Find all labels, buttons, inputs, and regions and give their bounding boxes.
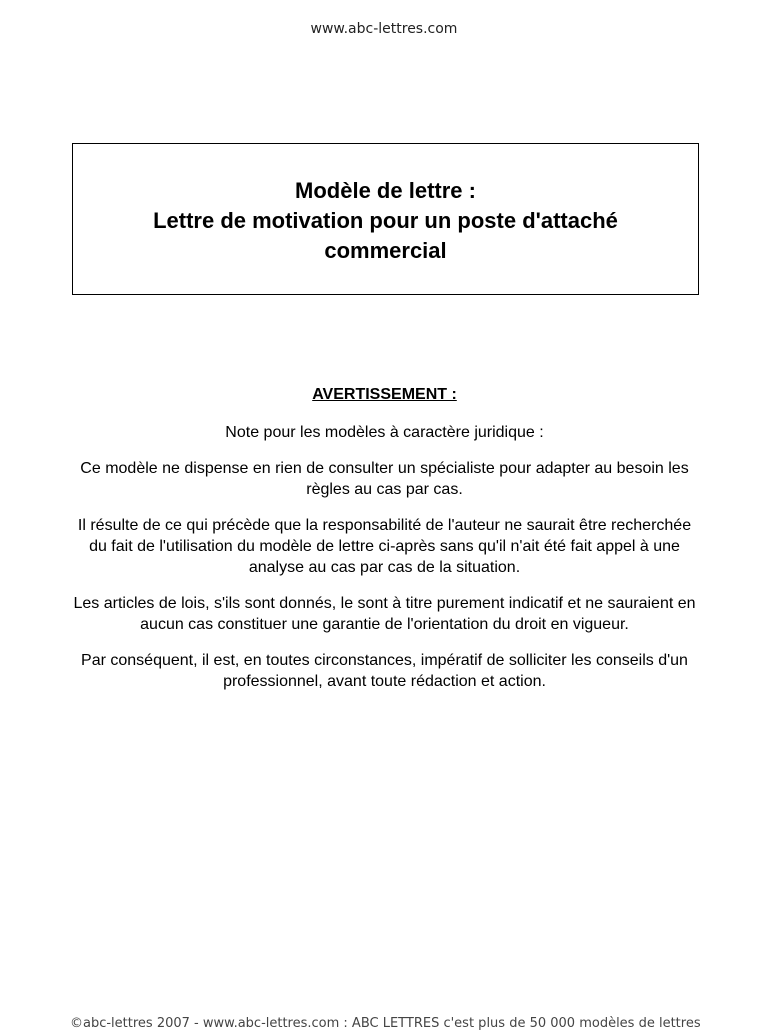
document-title-box [72,143,699,295]
warning-paragraph-responsibility: Il résulte de ce qui précède que la responsabilité de l'auteur ne saurait être recherchée du fait de l'utilisation du modèle de lettre ci-après sans qu'il n'ait été fait appel à une analyse au cas par cas de la situation. [77,517,692,576]
warning-paragraph-specialist: Ce modèle ne dispense en rien de consulter un spécialiste pour adapter au besoin les règles au cas par cas. [80,460,689,498]
warning-paragraph-professional-advice: Par conséquent, il est, en toutes circonstances, impératif de solliciter les conseils d'un professionnel, avant toute rédaction et action. [81,652,688,690]
warning-paragraph-law-articles: Les articles de lois, s'ils sont donnés, le sont à titre purement indicatif et ne sauraient en aucun cas constituer une garantie de l'orientation du droit en vigueur. [73,595,696,633]
warning-paragraph-legal-note: Note pour les modèles à caractère juridique : [225,424,544,441]
warning-heading: AVERTISSEMENT : [312,386,457,403]
site-url[interactable]: www.abc-lettres.com [310,21,458,37]
title-line-1: Modèle de lettre : [295,178,476,203]
footer-copyright: ©abc-lettres 2007 - www.abc-lettres.com : ABC LETTRES c'est plus de 50 000 modèles de lettres [70,1016,701,1031]
warning-section [72,384,697,707]
title-line-2: Lettre de motivation pour un poste d'attaché [153,208,618,233]
title-line-3: commercial [324,238,447,263]
document-title [73,176,698,266]
